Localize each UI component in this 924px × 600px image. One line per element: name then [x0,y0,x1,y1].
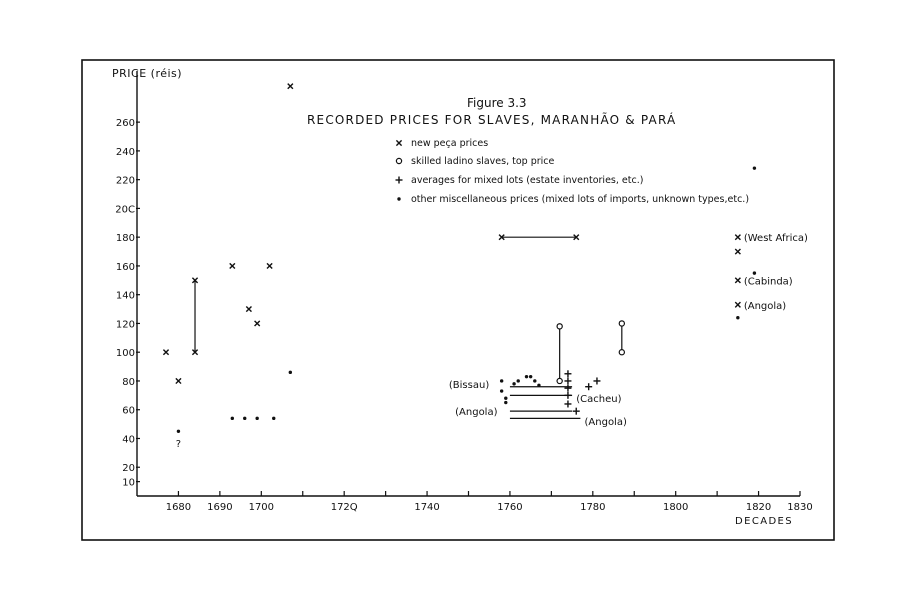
plus-marker [396,177,403,184]
dot-marker [289,371,292,374]
y-tick-label: 80 [122,376,135,388]
x-tick-label: 1760 [497,502,523,513]
dot-marker [533,379,536,382]
x-marker [735,302,740,307]
dot-marker [243,417,246,420]
dot-marker [504,397,507,400]
y-tick-label: 120 [115,319,135,331]
o-marker [557,378,562,383]
plus-marker [564,370,571,377]
legend [396,138,750,205]
y-tick-label: 100 [115,348,135,360]
dot-marker [753,271,756,274]
x-tick-label: 1780 [580,502,606,513]
plus-marker [564,385,571,392]
x-marker [396,140,401,145]
dot-marker [255,417,258,420]
x-marker [246,306,251,311]
dot-marker [231,417,234,420]
x-tick-label: 172Q [330,502,358,513]
x-tick-label: 1740 [414,502,440,513]
x-tick-label: 1830 [787,502,813,513]
y-tick-label: 240 [115,146,135,158]
plus-marker [585,383,592,390]
plus-marker [573,408,580,415]
dot-marker [500,389,503,392]
legend-label: other miscellaneous prices (mixed lots of imports, unknown types,etc.) [411,194,750,205]
legend-label: new peça prices [411,138,489,149]
y-tick-label: 220 [115,175,135,187]
chart-title: RECORDED PRICES FOR SLAVES, MARANHÃO & PARÁ [307,113,677,127]
point-label: (Cabinda) [743,276,793,288]
x-marker [735,278,740,283]
x-tick-label: 1680 [165,502,192,513]
x-marker [267,263,272,268]
x-marker [230,263,235,268]
plus-marker [564,392,571,399]
o-marker [557,324,562,329]
dot-marker [504,401,507,404]
y-tick-label: 180 [115,233,135,245]
x-tick-label: 1800 [662,502,689,513]
x-tick-label: 1820 [745,502,772,513]
annotation-label: (Bissau) [448,379,490,391]
dot-marker [177,430,180,433]
dot-marker [529,375,532,378]
legend-label: averages for mixed lots (estate inventories, etc.) [411,175,644,186]
dot-marker [272,417,275,420]
x-tick-label: 1700 [248,502,275,513]
x-marker [288,84,293,89]
dot-marker [397,197,400,200]
dot-marker [517,379,520,382]
legend-label: skilled ladino slaves, top price [411,156,555,167]
dot-marker [736,316,739,319]
y-tick-label: 10 [122,477,135,489]
plus-marker [564,377,571,384]
x-marker [176,378,181,383]
x-marker [735,235,740,240]
y-tick-label: 140 [115,290,135,302]
dot-marker [512,382,515,385]
plus-marker [593,377,600,384]
annotation-label: (Cacheu) [576,394,622,406]
point-label: (Angola) [743,300,787,312]
plus-marker [564,400,571,407]
dot-marker [500,379,503,382]
dot-marker [753,166,756,169]
annotation-label: ? [175,438,182,450]
y-axis-label: PRICE (réis) [112,67,183,80]
o-marker [619,321,624,326]
y-tick-label: 160 [115,261,135,273]
point-label: (West Africa) [743,233,808,245]
y-tick-label: 20C [115,204,135,216]
o-marker [396,158,401,163]
y-tick-label: 260 [115,118,135,130]
y-tick-label: 60 [122,405,135,417]
annotation-label: (Angola) [455,407,498,419]
o-marker [619,350,624,355]
x-tick-label: 1690 [207,502,233,513]
x-axis-label: DECADES [735,516,794,527]
figure-number: Figure 3.3 [467,96,527,110]
x-marker [163,350,168,355]
dot-marker [525,375,528,378]
x-marker [255,321,260,326]
dot-marker [537,384,540,387]
y-tick-label: 40 [122,434,135,446]
annotation-label: (Angola) [584,417,627,429]
y-tick-label: 20 [122,463,135,475]
x-marker [735,249,740,254]
